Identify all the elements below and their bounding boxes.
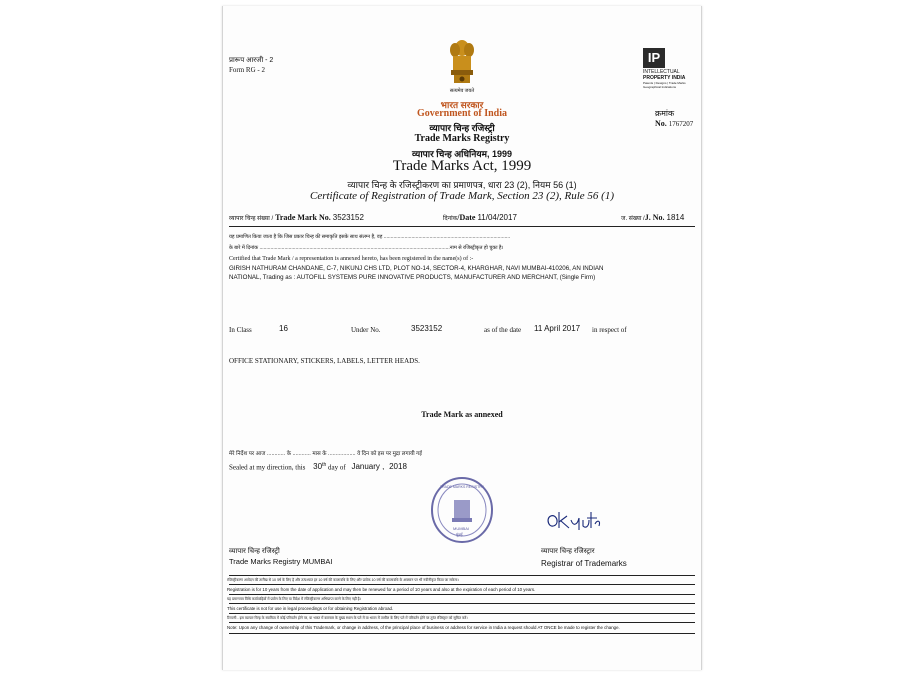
note-change: Note: Upon any change of ownership of this Trademark, or change in address, of the principal place of business or address for service in India a request should AT ONCE be made to register the change. — [227, 625, 620, 630]
certify-statement: Certified that Trade Mark / a representation is annexed hereto, has been registered in the name(s) of :- — [229, 256, 474, 262]
journal-number — [621, 213, 684, 222]
seal-text-top: TRADE MARKS REGISTRY — [440, 485, 485, 489]
national-emblem — [447, 38, 477, 94]
emblem-motto: सत्यमेव जयते — [449, 89, 475, 94]
serial-label-hindi: क्रमांक — [655, 109, 675, 118]
ip-logo-line4: Geographical Indications — [643, 85, 677, 89]
certify-hindi-line1: यह प्रमाणित किया जाता है कि जिस प्रकार चिन्ह की समाकृति इसके साथ संलग्न है, वह ........................................................................................... — [229, 234, 511, 240]
tm-label: Trade Mark No. — [275, 213, 331, 222]
date-value: 11/04/2017 — [477, 213, 517, 222]
journal-value: 1814 — [666, 213, 685, 222]
as-of-date-value: 11 April 2017 — [534, 324, 581, 333]
certificate-page — [222, 6, 702, 670]
registrar-hindi: व्यापार चिन्ह रजिस्ट्रार — [541, 548, 595, 555]
serial-number — [655, 119, 693, 128]
note-renewal: Registration is for 10 years from the date of application and may then be renewed for a period of 10 years and also at the expiration of each period of 10 years. — [227, 587, 536, 592]
date-label-hindi: दिनांक — [443, 216, 458, 222]
notes-divider — [229, 575, 695, 576]
act-hindi: व्यापार चिन्ह अधिनियम, 1999 — [412, 149, 512, 159]
journal-label-hindi: ज. संख्या / — [621, 216, 645, 222]
note-legal-hindi: यह प्रमाणपत्र विधि कार्यवाहियों में प्रयोग के लिए या विदेश में रजिस्ट्रीकरण अभिप्राप्त करने के लिए नहीं है। — [227, 597, 361, 601]
note-divider — [229, 603, 695, 604]
owner-line-2: NATIONAL, Trading as : AUTOFILL SYSTEMS PURE INNOVATIVE PRODUCTS, MANUFACTURER AND MERCHANT, (Single Firm) — [229, 274, 596, 281]
registry-footer: Trade Marks Registry MUMBAI — [229, 557, 333, 566]
note-legal: This certificate is not for use in legal proceedings or for obtaining Registration abroad. — [227, 606, 394, 611]
in-respect-of: in respect of — [592, 326, 627, 334]
sealed-prefix: Sealed at my direction, this — [229, 463, 306, 472]
class-value: 16 — [279, 324, 288, 333]
certificate-title: Certificate of Registration of Trade Mark, Section 23 (2), Rule 56 (1) — [310, 190, 614, 202]
trade-mark-number — [229, 213, 364, 222]
registry-title: Trade Marks Registry — [414, 133, 510, 144]
sealed-month: January , — [351, 462, 385, 472]
registry-footer-hindi: व्यापार चिन्ह रजिस्ट्री — [229, 548, 280, 555]
note-divider — [229, 584, 695, 585]
as-of-date-label: as of the date — [484, 326, 522, 334]
note-change-hindi: टिप्पणी - इस व्यापार चिन्ह के स्वामित्व में कोई परिवर्तन होने पर, या भारत में कारबार के मुख्य स्थान के पते में या भारत में तामील के लिए पते में परिवर्तन होने पर तुरंत रजिस्ट्रार को सूचित करें। — [227, 616, 468, 620]
sealed-day: 30 — [313, 462, 323, 472]
seal-text-bottom-hindi: मुंबई — [456, 532, 463, 537]
class-label: In Class — [229, 326, 252, 334]
note-divider — [229, 613, 695, 614]
certify-hindi-line2: के बारे में दिनांक .........................................................................................................................................नाम से रजिस्ट्रीकृत हो चुका है। — [229, 245, 504, 251]
note-divider — [229, 633, 695, 634]
registrar-title: Registrar of Trademarks — [541, 559, 627, 568]
registration-date — [443, 213, 517, 222]
certificate-hindi: व्यापार चिन्ह के रजिस्ट्रीकरण का प्रमाणपत्र, धारा 23 (2), नियम 56 (1) — [347, 180, 577, 190]
form-code: Form RG - 2 — [229, 66, 265, 74]
sealed-line — [229, 462, 407, 471]
under-no-label: Under No. — [351, 326, 381, 334]
note-divider — [229, 594, 695, 595]
serial-label: No. — [655, 119, 667, 128]
registrar-signature — [543, 506, 603, 536]
seal-text-bottom: MUMBAI — [453, 526, 469, 531]
tm-value: 3523152 — [332, 213, 364, 222]
sealed-day-suffix: th — [322, 462, 327, 468]
serial-value: 1767207 — [668, 120, 694, 128]
act-title: Trade Marks Act, 1999 — [392, 158, 532, 174]
sealed-year: 2018 — [389, 462, 407, 472]
sealed-hindi: मेरे निर्देश पर आज ............ के ............ मास के .................. वे दिन को इस पर मुद्रा लगायी गई — [229, 451, 422, 457]
ip-logo-mark: IP — [643, 48, 665, 68]
note-divider — [229, 622, 695, 623]
registry-seal — [430, 476, 494, 546]
ip-logo-line3: Patents | Designs | Trade Marks — [643, 81, 686, 85]
tm-label-hindi: व्यापार चिन्ह संख्या / — [229, 216, 274, 222]
ip-logo-line1: INTELLECTUAL — [643, 69, 680, 75]
registry-hindi: व्यापार चिन्ह रजिस्ट्री — [429, 123, 495, 133]
trade-mark-annexed: Trade Mark as annexed — [421, 410, 503, 419]
ip-india-logo — [641, 48, 697, 90]
under-no-value: 3523152 — [411, 324, 443, 333]
journal-label: J. No. — [644, 213, 665, 222]
date-label: /Date — [457, 213, 476, 222]
note-renewal-hindi: रजिस्ट्रीकरण आवेदन की तारीख से 10 वर्ष के लिए है और तत्पश्चात हर 10 वर्ष की कालावधि के लिए और प्रत्येक 10 वर्ष की कालावधि के अवसान पर भी नवीनीकृत किया जा सकेगा। — [227, 578, 459, 582]
form-code-hindi: प्रारूप आरजी - 2 — [229, 57, 274, 64]
sealed-mid: day of — [327, 463, 346, 472]
country-hindi: भारत सरकार — [440, 100, 484, 110]
country-title: Government of India — [417, 108, 507, 119]
goods-description: OFFICE STATIONARY, STICKERS, LABELS, LETTER HEADS. — [229, 357, 420, 365]
divider — [229, 226, 695, 227]
owner-line-1: GIRISH NATHURAM CHANDANE, C-7, NIKUNJ CHS LTD, PLOT NO-14, SECTOR-4, KHARGHAR, NAVI MUMBAI-410206, AN INDIAN — [229, 265, 604, 272]
ip-logo-line2: PROPERTY INDIA — [643, 75, 686, 81]
